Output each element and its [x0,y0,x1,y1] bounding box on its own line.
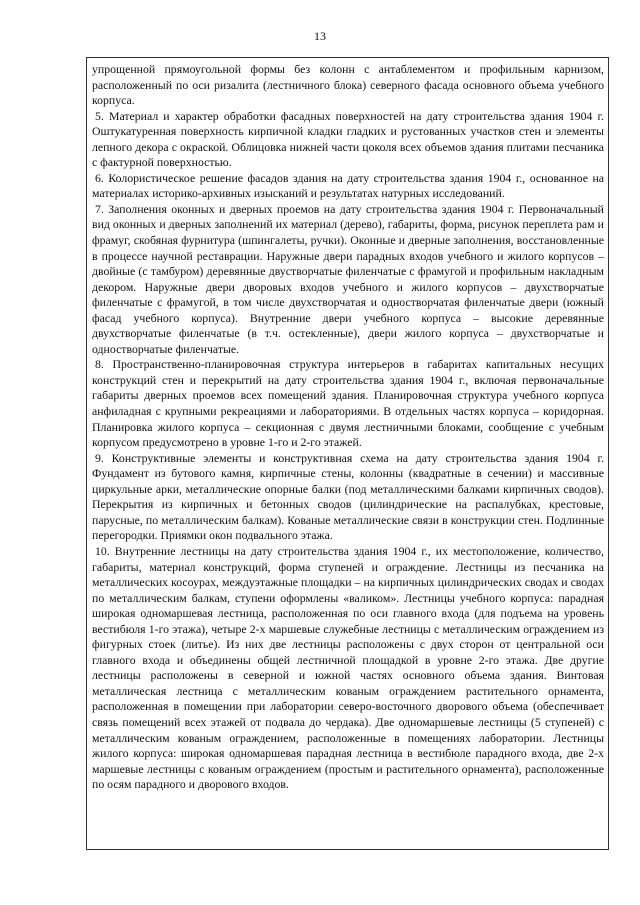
paragraph-item-9: 9. Конструктивные элементы и конструктивная схема на дату строительства здания 1904 г. Фундамент из бутового камня, кирпичные стены, колонны (квадратные в сечении) и массивные циркульные арки, металлические опорные балки (под металлическими балками кирпичных сводов). Перекрытия из кирпичных и бетонных сводов (цилиндрические на распалубках, крестовые, парусные, по металлическим балкам). Кованые металлические связи в конструкции стен. Подлинные перегородки. Приямки окон подвального этажа. [92,450,604,543]
text-frame [86,57,609,850]
paragraph-item-8: 8. Пространственно-планировочная структура интерьеров в габаритах капитальных несущих конструкций стен и перекрытий на дату строительства здания 1904 г., включая первоначальные габариты дверных проемов всех помещений здания. Планировочная структура учебного корпуса анфиладная с крупными рекреациями и лабораториями. В отдельных частях корпуса – коридорная. Планировка жилого корпуса – секционная с двумя лестничными блоками, сообщение с учебным корпусом предусмотрено в уровне 1-го и 2-го этажей. [92,357,604,450]
page-number: 13 [314,29,326,43]
paragraph-continuation: упрощенной прямоугольной формы без колонн с антаблементом и профильным карнизом, расположенный по оси ризалита (лестничного блока) северного фасада основного объема учебного корпуса. [92,62,604,108]
paragraph-item-5: 5. Материал и характер обработки фасадных поверхностей на дату строительства здания 1904 г. Оштукатуренная поверхность кирпичной кладки гладких и рустованных участков стен и элементы лепного декора с окраской. Облицовка нижней части цоколя всех объемов здания плитами песчаника с фактурной поверхностью. [92,108,604,170]
paragraph-item-10: 10. Внутренние лестницы на дату строительства здания 1904 г., их местоположение, количество, габариты, материал конструкций, форма ступеней и ограждение. Лестницы из песчаника на металлических косоурах, междуэтажные площадки – на кирпичных цилиндрических сводах и сводах по металлическим балкам, ступени оформлены «валиком». Лестницы учебного корпуса: парадная широкая одномаршевая лестница, расположенная по оси главного входа (для подъема на уровень вестибюля 1-го этажа), четыре 2-х маршевые служебные лестницы с металлическим ограждением из фигурных стоек (литье). Из них две лестницы расположены с двух сторон от центральной оси главного входа и объединены общей лестничной площадкой в уровне 2-го этажа. Две другие лестницы расположены в северной и южной частях основного объема здания. Винтовая металлическая лестница с металлическим кованым ограждением растительного орнамента, расположенная в помещении при лаборатории северо-восточного дворового объема (обеспечивает связь помещений всех этажей от подвала до чердака). Две одномаршевые лестницы (5 ступеней) с металлическим кованым ограждением, расположенные в помещениях лаборатории. Лестницы жилого корпуса: широкая одномаршевая парадная лестница в вестибюле парадного входа, две 2-х маршевые лестницы с кованым ограждением (простым и растительного орнамента), расположенные по осям парадного и дворового входов. [92,543,604,792]
paragraph-item-7: 7. Заполнения оконных и дверных проемов на дату строительства здания 1904 г. Первоначальный вид оконных и дверных заполнений их материал (дерево), габариты, форма, рисунок переплета рам и фрамуг, скобяная фурнитура (шпингалеты, ручки). Оконные и дверные заполнения, восстановленные в процессе научной реставрации. Наружные двери парадных входов учебного и жилого корпусов – двойные (с тамбуром) деревянные двустворчатые филенчатые с фрамугой и профильным накладным декором. Наружные двери дворовых входов учебного и жилого корпусов – двухстворчатые филенчатые с фрамугой, в том числе двухстворчатая и одностворчатая филенчатые двери (южный фасад учебного корпуса). Внутренние двери учебного корпуса – высокие деревянные двухстворчатые филенчатые (в т.ч. остекленные), двери жилого корпуса – двухстворчатые и одностворчатые филенчатые. [92,201,604,356]
paragraph-item-6: 6. Колористическое решение фасадов здания на дату строительства здания 1904 г., основанное на материалах историко-архивных изысканий и результатах натурных исследований. [92,170,604,201]
